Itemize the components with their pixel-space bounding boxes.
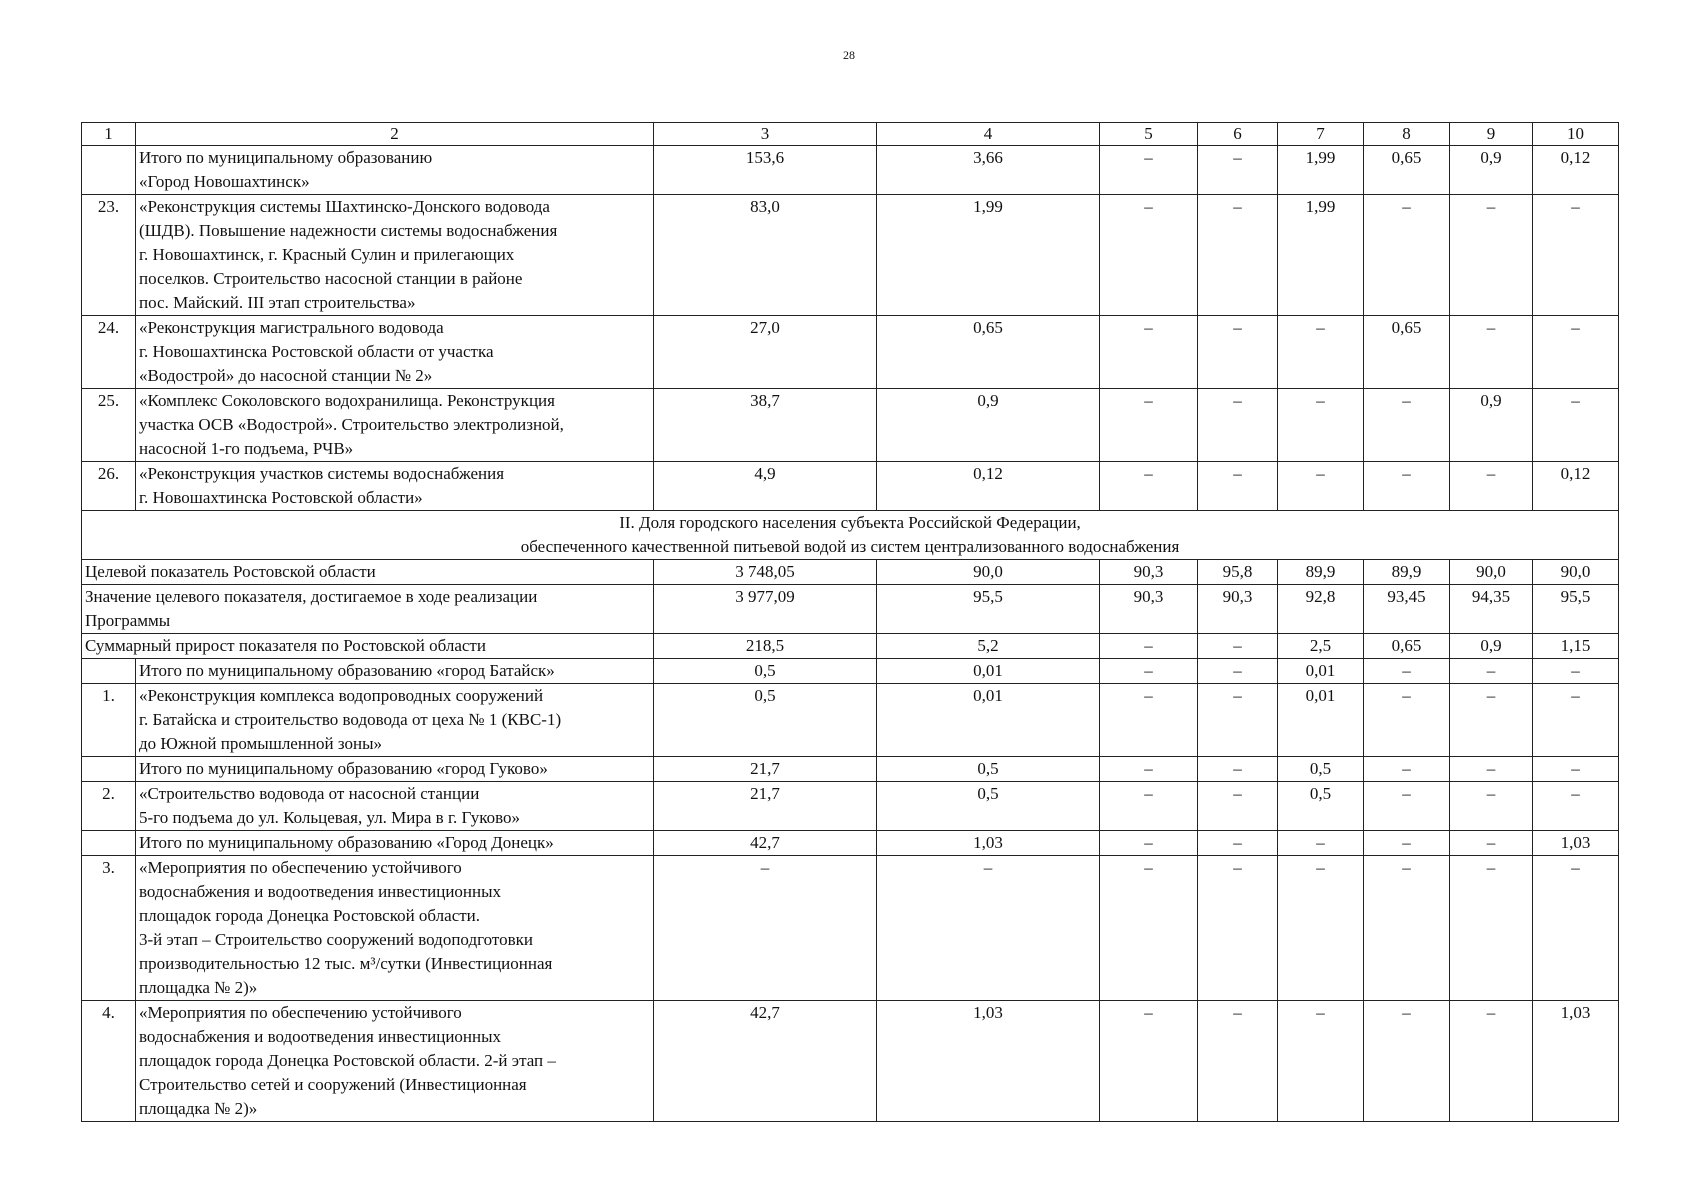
cell-text-line: Целевой показатель Ростовской области	[85, 562, 376, 581]
header-cell: 3	[654, 123, 877, 146]
table-row	[82, 684, 1619, 757]
value-cell: –	[1100, 389, 1198, 462]
cell-text-line: площадок города Донецка Ростовской области. 2-й этап –	[139, 1051, 556, 1070]
value-cell: –	[1450, 684, 1533, 757]
value-cell: –	[1198, 1001, 1278, 1122]
value-cell: –	[1100, 684, 1198, 757]
header-cell: 1	[82, 123, 136, 146]
cell-text-line: «Водострой» до насосной станции № 2»	[139, 366, 433, 385]
value-cell: –	[1533, 684, 1619, 757]
value-cell: 0,65	[1364, 316, 1450, 389]
row-description	[136, 782, 654, 831]
header-cell: 9	[1450, 123, 1533, 146]
cell-text-line: «Реконструкция магистрального водовода	[139, 318, 444, 337]
value-cell: –	[1364, 831, 1450, 856]
cell-text-line: 5-го подъема до ул. Кольцевая, ул. Мира в г. Гуково»	[139, 808, 521, 827]
value-cell: –	[1533, 316, 1619, 389]
value-cell: 1,15	[1533, 634, 1619, 659]
value-cell: –	[1364, 684, 1450, 757]
value-cell: –	[1533, 757, 1619, 782]
value-cell: 42,7	[654, 1001, 877, 1122]
table-row	[82, 389, 1619, 462]
value-cell: 0,12	[1533, 146, 1619, 195]
value-cell: –	[1364, 856, 1450, 1001]
value-cell: –	[1364, 462, 1450, 511]
row-description	[136, 195, 654, 316]
table-row	[82, 195, 1619, 316]
value-cell: 1,03	[877, 1001, 1100, 1122]
cell-text-line: «Комплекс Соколовского водохранилища. Реконструкция	[139, 391, 555, 410]
value-cell: –	[1533, 782, 1619, 831]
value-cell: 90,0	[877, 560, 1100, 585]
value-cell: –	[1450, 462, 1533, 511]
value-cell: –	[1198, 634, 1278, 659]
row-description	[136, 389, 654, 462]
value-cell: 0,01	[877, 684, 1100, 757]
value-cell: –	[1100, 856, 1198, 1001]
value-cell: 38,7	[654, 389, 877, 462]
value-cell: 0,01	[1278, 659, 1364, 684]
value-cell: –	[1100, 659, 1198, 684]
cell-text-line: «Строительство водовода от насосной станции	[139, 784, 480, 803]
row-description	[136, 757, 654, 782]
indicator-row	[82, 585, 1619, 634]
row-number: 4.	[82, 1001, 136, 1122]
cell-text-line: Итого по муниципальному образованию «город Гуково»	[139, 759, 548, 778]
row-description	[136, 462, 654, 511]
cell-text-line: «Мероприятия по обеспечению устойчивого	[139, 1003, 462, 1022]
value-cell: –	[1198, 462, 1278, 511]
value-cell: 0,01	[1278, 684, 1364, 757]
value-cell: 27,0	[654, 316, 877, 389]
value-cell: –	[1278, 856, 1364, 1001]
cell-text-line: водоснабжения и водоотведения инвестиционных	[139, 882, 502, 901]
value-cell: 0,9	[877, 389, 1100, 462]
value-cell: –	[1100, 1001, 1198, 1122]
cell-text-line: Строительство сетей и сооружений (Инвестиционная	[139, 1075, 527, 1094]
row-number	[82, 831, 136, 856]
value-cell: 89,9	[1364, 560, 1450, 585]
header-cell: 8	[1364, 123, 1450, 146]
value-cell: 3 977,09	[654, 585, 877, 634]
value-cell: –	[1100, 782, 1198, 831]
value-cell: –	[1278, 1001, 1364, 1122]
value-cell: –	[1450, 831, 1533, 856]
cell-text-line: г. Новошахтинска Ростовской области»	[139, 488, 423, 507]
cell-text-line: пос. Майский. III этап строительства»	[139, 293, 416, 312]
value-cell: 1,99	[1278, 195, 1364, 316]
cell-text-line: г. Новошахтинск, г. Красный Сулин и прилегающих	[139, 245, 515, 264]
cell-text-line: Итого по муниципальному образованию «город Батайск»	[139, 661, 555, 680]
value-cell: 95,5	[877, 585, 1100, 634]
value-cell: 0,5	[1278, 757, 1364, 782]
value-cell: 90,3	[1100, 560, 1198, 585]
value-cell: 0,5	[877, 782, 1100, 831]
value-cell: 94,35	[1450, 585, 1533, 634]
row-number	[82, 659, 136, 684]
row-number	[82, 146, 136, 195]
header-cell: 2	[136, 123, 654, 146]
row-number: 25.	[82, 389, 136, 462]
value-cell: –	[1198, 782, 1278, 831]
value-cell: 89,9	[1278, 560, 1364, 585]
header-cell: 6	[1198, 123, 1278, 146]
row-description	[136, 659, 654, 684]
indicator-row	[82, 634, 1619, 659]
table-row	[82, 831, 1619, 856]
value-cell: 83,0	[654, 195, 877, 316]
value-cell: –	[1198, 684, 1278, 757]
value-cell: –	[1100, 831, 1198, 856]
table-row	[82, 856, 1619, 1001]
indicator-label	[82, 585, 654, 634]
cell-text-line: «Город Новошахтинск»	[139, 172, 310, 191]
program-table	[81, 122, 1619, 1122]
value-cell: 0,9	[1450, 146, 1533, 195]
table-row	[82, 782, 1619, 831]
table-row	[82, 659, 1619, 684]
value-cell: 95,8	[1198, 560, 1278, 585]
value-cell: –	[1198, 389, 1278, 462]
cell-text-line: г. Новошахтинска Ростовской области от участка	[139, 342, 494, 361]
value-cell: 0,5	[877, 757, 1100, 782]
cell-text-line: водоснабжения и водоотведения инвестиционных	[139, 1027, 502, 1046]
cell-text-line: насосной 1-го подъема, РЧВ»	[139, 439, 354, 458]
value-cell: 0,5	[654, 684, 877, 757]
value-cell: 2,5	[1278, 634, 1364, 659]
value-cell: –	[1278, 831, 1364, 856]
header-cell: 5	[1100, 123, 1198, 146]
table-row	[82, 757, 1619, 782]
value-cell: –	[1533, 856, 1619, 1001]
value-cell: 95,5	[1533, 585, 1619, 634]
value-cell: –	[1278, 462, 1364, 511]
row-description	[136, 856, 654, 1001]
value-cell: 0,12	[1533, 462, 1619, 511]
row-number: 2.	[82, 782, 136, 831]
value-cell: –	[1198, 659, 1278, 684]
value-cell: 3,66	[877, 146, 1100, 195]
value-cell: –	[1198, 856, 1278, 1001]
value-cell: 0,9	[1450, 634, 1533, 659]
value-cell: –	[1364, 757, 1450, 782]
value-cell: 92,8	[1278, 585, 1364, 634]
cell-text-line: «Мероприятия по обеспечению устойчивого	[139, 858, 462, 877]
value-cell: –	[1198, 316, 1278, 389]
table-row	[82, 146, 1619, 195]
value-cell: 0,01	[877, 659, 1100, 684]
value-cell: 0,5	[1278, 782, 1364, 831]
row-description	[136, 831, 654, 856]
table-row	[82, 462, 1619, 511]
value-cell: 90,3	[1198, 585, 1278, 634]
value-cell: –	[1450, 757, 1533, 782]
table-row	[82, 316, 1619, 389]
row-description	[136, 146, 654, 195]
value-cell: 0,65	[1364, 634, 1450, 659]
value-cell: –	[1364, 195, 1450, 316]
value-cell: –	[1198, 757, 1278, 782]
value-cell: –	[1450, 1001, 1533, 1122]
table-row	[82, 1001, 1619, 1122]
cell-text-line: участка ОСВ «Водострой». Строительство электролизной,	[139, 415, 564, 434]
value-cell: –	[1100, 634, 1198, 659]
cell-text-line: II. Доля городского населения субъекта Российской Федерации,	[619, 513, 1081, 532]
row-number	[82, 757, 136, 782]
cell-text-line: поселков. Строительство насосной станции в районе	[139, 269, 523, 288]
value-cell: 21,7	[654, 782, 877, 831]
value-cell: 0,9	[1450, 389, 1533, 462]
cell-text-line: (ШДВ). Повышение надежности системы водоснабжения	[139, 221, 558, 240]
value-cell: –	[877, 856, 1100, 1001]
cell-text-line: Программы	[85, 611, 171, 630]
row-description	[136, 684, 654, 757]
value-cell: 3 748,05	[654, 560, 877, 585]
cell-text-line: обеспеченного качественной питьевой водой из систем централизованного водоснабжения	[520, 537, 1180, 556]
value-cell: –	[1100, 462, 1198, 511]
header-cell: 10	[1533, 123, 1619, 146]
value-cell: 1,03	[1533, 831, 1619, 856]
cell-text-line: до Южной промышленной зоны»	[139, 734, 383, 753]
value-cell: 4,9	[654, 462, 877, 511]
value-cell: 90,0	[1450, 560, 1533, 585]
cell-text-line: Итого по муниципальному образованию	[139, 148, 433, 167]
row-number: 3.	[82, 856, 136, 1001]
indicator-label	[82, 634, 654, 659]
cell-text-line: Значение целевого показателя, достигаемое в ходе реализации	[85, 587, 538, 606]
value-cell: 93,45	[1364, 585, 1450, 634]
value-cell: –	[1100, 195, 1198, 316]
header-cell: 4	[877, 123, 1100, 146]
value-cell: 0,65	[1364, 146, 1450, 195]
indicator-row	[82, 560, 1619, 585]
value-cell: 153,6	[654, 146, 877, 195]
cell-text-line: «Реконструкция участков системы водоснабжения	[139, 464, 505, 483]
cell-text-line: Итого по муниципальному образованию «Город Донецк»	[139, 833, 554, 852]
value-cell: –	[1364, 389, 1450, 462]
value-cell: –	[1100, 757, 1198, 782]
value-cell: –	[654, 856, 877, 1001]
value-cell: 21,7	[654, 757, 877, 782]
value-cell: 1,03	[877, 831, 1100, 856]
value-cell: 5,2	[877, 634, 1100, 659]
row-description	[136, 1001, 654, 1122]
cell-text-line: площадок города Донецка Ростовской области.	[139, 906, 481, 925]
value-cell: –	[1533, 389, 1619, 462]
value-cell: 1,03	[1533, 1001, 1619, 1122]
cell-text-line: производительностью 12 тыс. м³/сутки (Инвестиционная	[139, 954, 553, 973]
row-number: 26.	[82, 462, 136, 511]
value-cell: –	[1364, 782, 1450, 831]
header-cell: 7	[1278, 123, 1364, 146]
value-cell: 1,99	[877, 195, 1100, 316]
value-cell: 90,0	[1533, 560, 1619, 585]
value-cell: 0,5	[654, 659, 877, 684]
value-cell: –	[1364, 1001, 1450, 1122]
value-cell: –	[1278, 389, 1364, 462]
value-cell: –	[1198, 146, 1278, 195]
value-cell: –	[1533, 195, 1619, 316]
value-cell: 90,3	[1100, 585, 1198, 634]
value-cell: 1,99	[1278, 146, 1364, 195]
header-row	[82, 123, 1619, 146]
cell-text-line: г. Батайска и строительство водовода от цеха № 1 (КВС-1)	[139, 710, 562, 729]
cell-text-line: площадка № 2)»	[139, 1099, 258, 1118]
cell-text-line: Суммарный прирост показателя по Ростовской области	[85, 636, 486, 655]
indicator-label	[82, 560, 654, 585]
value-cell: 218,5	[654, 634, 877, 659]
cell-text-line: «Реконструкция комплекса водопроводных сооружений	[139, 686, 544, 705]
section-heading-row	[82, 511, 1619, 560]
value-cell: –	[1450, 659, 1533, 684]
cell-text-line: «Реконструкция системы Шахтинско-Донского водовода	[139, 197, 550, 216]
value-cell: –	[1364, 659, 1450, 684]
cell-text-line: площадка № 2)»	[139, 978, 258, 997]
value-cell: –	[1450, 856, 1533, 1001]
value-cell: –	[1278, 316, 1364, 389]
value-cell: –	[1198, 195, 1278, 316]
value-cell: –	[1100, 146, 1198, 195]
value-cell: 42,7	[654, 831, 877, 856]
row-description	[136, 316, 654, 389]
page-number: 28	[843, 48, 855, 62]
value-cell: –	[1450, 316, 1533, 389]
value-cell: 0,12	[877, 462, 1100, 511]
value-cell: –	[1100, 316, 1198, 389]
value-cell: –	[1533, 659, 1619, 684]
value-cell: –	[1450, 782, 1533, 831]
value-cell: 0,65	[877, 316, 1100, 389]
row-number: 1.	[82, 684, 136, 757]
row-number: 24.	[82, 316, 136, 389]
section-heading	[82, 511, 1619, 560]
value-cell: –	[1450, 195, 1533, 316]
row-number: 23.	[82, 195, 136, 316]
value-cell: –	[1198, 831, 1278, 856]
cell-text-line: 3-й этап – Строительство сооружений водоподготовки	[139, 930, 534, 949]
